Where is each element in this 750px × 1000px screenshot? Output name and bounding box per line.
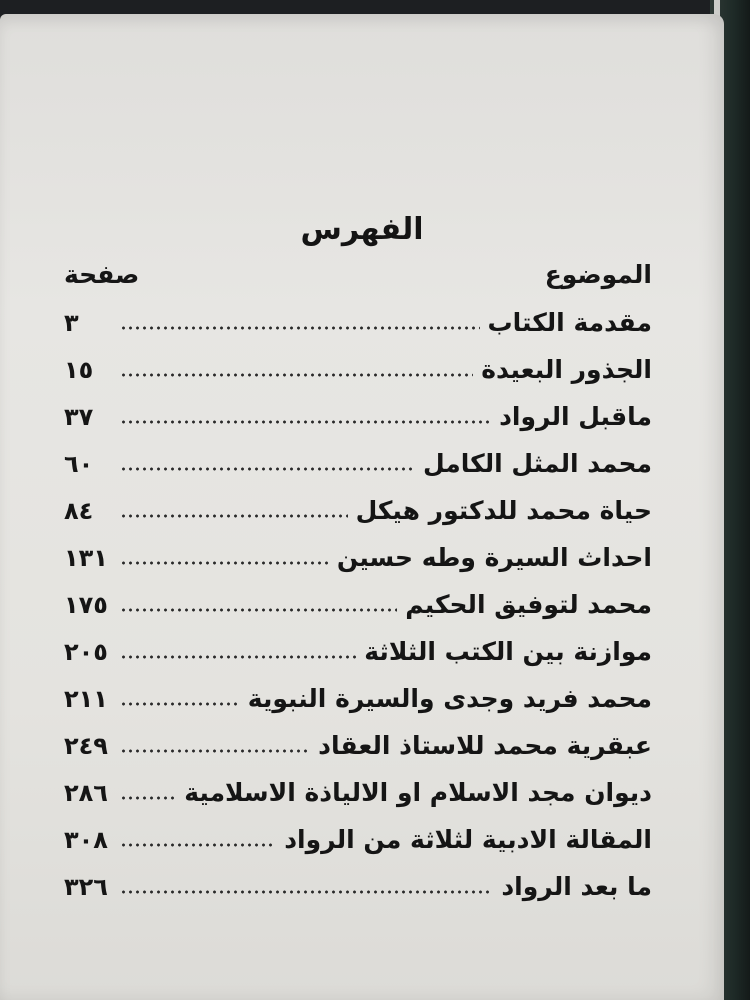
entry-page-number: ١٧٥ <box>64 590 108 619</box>
toc-entry <box>64 299 652 346</box>
entry-page-number: ٣ <box>64 308 79 337</box>
entry-title: الجذور البعيدة <box>481 355 652 384</box>
dot-leader <box>120 326 480 330</box>
entry-page-number: ٦٠ <box>64 449 94 478</box>
entry-title: احداث السيرة وطه حسين <box>336 543 652 572</box>
entry-title: المقالة الادبية لثلاثة من الرواد <box>284 825 652 854</box>
toc-entry <box>64 816 652 863</box>
toc-header-row <box>64 254 652 294</box>
dot-leader <box>120 655 356 659</box>
dot-leader <box>120 514 348 518</box>
entry-page-number: ١٣١ <box>64 543 108 572</box>
dot-leader <box>120 890 493 894</box>
toc-entry <box>64 393 652 440</box>
toc-entry <box>64 769 652 816</box>
dot-leader <box>120 420 491 424</box>
entry-title: محمد المثل الكامل <box>422 449 652 478</box>
entry-title: مقدمة الكتاب <box>487 308 652 337</box>
toc-entry <box>64 628 652 675</box>
toc-entry <box>64 440 652 487</box>
entry-page-number: ٨٤ <box>64 496 94 525</box>
entry-page-number: ٣٠٨ <box>64 825 108 854</box>
dot-leader <box>120 843 276 847</box>
dot-leader <box>120 796 176 800</box>
toc-entry <box>64 581 652 628</box>
toc-entry <box>64 534 652 581</box>
entry-title: ماقبل الرواد <box>499 402 652 431</box>
entry-page-number: ٢٠٥ <box>64 637 108 666</box>
entry-title: حياة محمد للدكتور هيكل <box>355 496 652 525</box>
toc-title: الفهرس <box>300 212 424 247</box>
header-page-label: صفحة <box>64 259 140 289</box>
entry-page-number: ١٥ <box>64 355 94 384</box>
dot-leader <box>120 608 397 612</box>
entry-title: عبقرية محمد للاستاذ العقاد <box>318 731 652 760</box>
header-subject-label: الموضوع <box>544 259 652 289</box>
entry-title: ديوان مجد الاسلام او الالياذة الاسلامية <box>184 778 652 807</box>
toc-entry <box>64 722 652 769</box>
toc-entry <box>64 675 652 722</box>
entry-page-number: ٢٨٦ <box>64 778 108 807</box>
entry-title: محمد فريد وجدى والسيرة النبوية <box>247 684 652 713</box>
dot-leader <box>120 749 310 753</box>
toc-entries <box>64 299 652 910</box>
book-page <box>0 14 724 1000</box>
entry-page-number: ٣٢٦ <box>64 872 108 901</box>
entry-page-number: ٢١١ <box>64 684 108 713</box>
dot-leader <box>120 561 329 565</box>
dot-leader <box>120 702 240 706</box>
dot-leader <box>120 467 415 471</box>
entry-title: موازنة بين الكتب الثلاثة <box>364 637 652 666</box>
toc-entry <box>64 863 652 910</box>
toc-entry <box>64 487 652 534</box>
entry-title: ما بعد الرواد <box>501 872 652 901</box>
entry-title: محمد لتوفيق الحكيم <box>405 590 652 619</box>
entry-page-number: ٣٧ <box>64 402 94 431</box>
dot-leader <box>120 373 473 377</box>
entry-page-number: ٢٤٩ <box>64 731 108 760</box>
toc-entry <box>64 346 652 393</box>
